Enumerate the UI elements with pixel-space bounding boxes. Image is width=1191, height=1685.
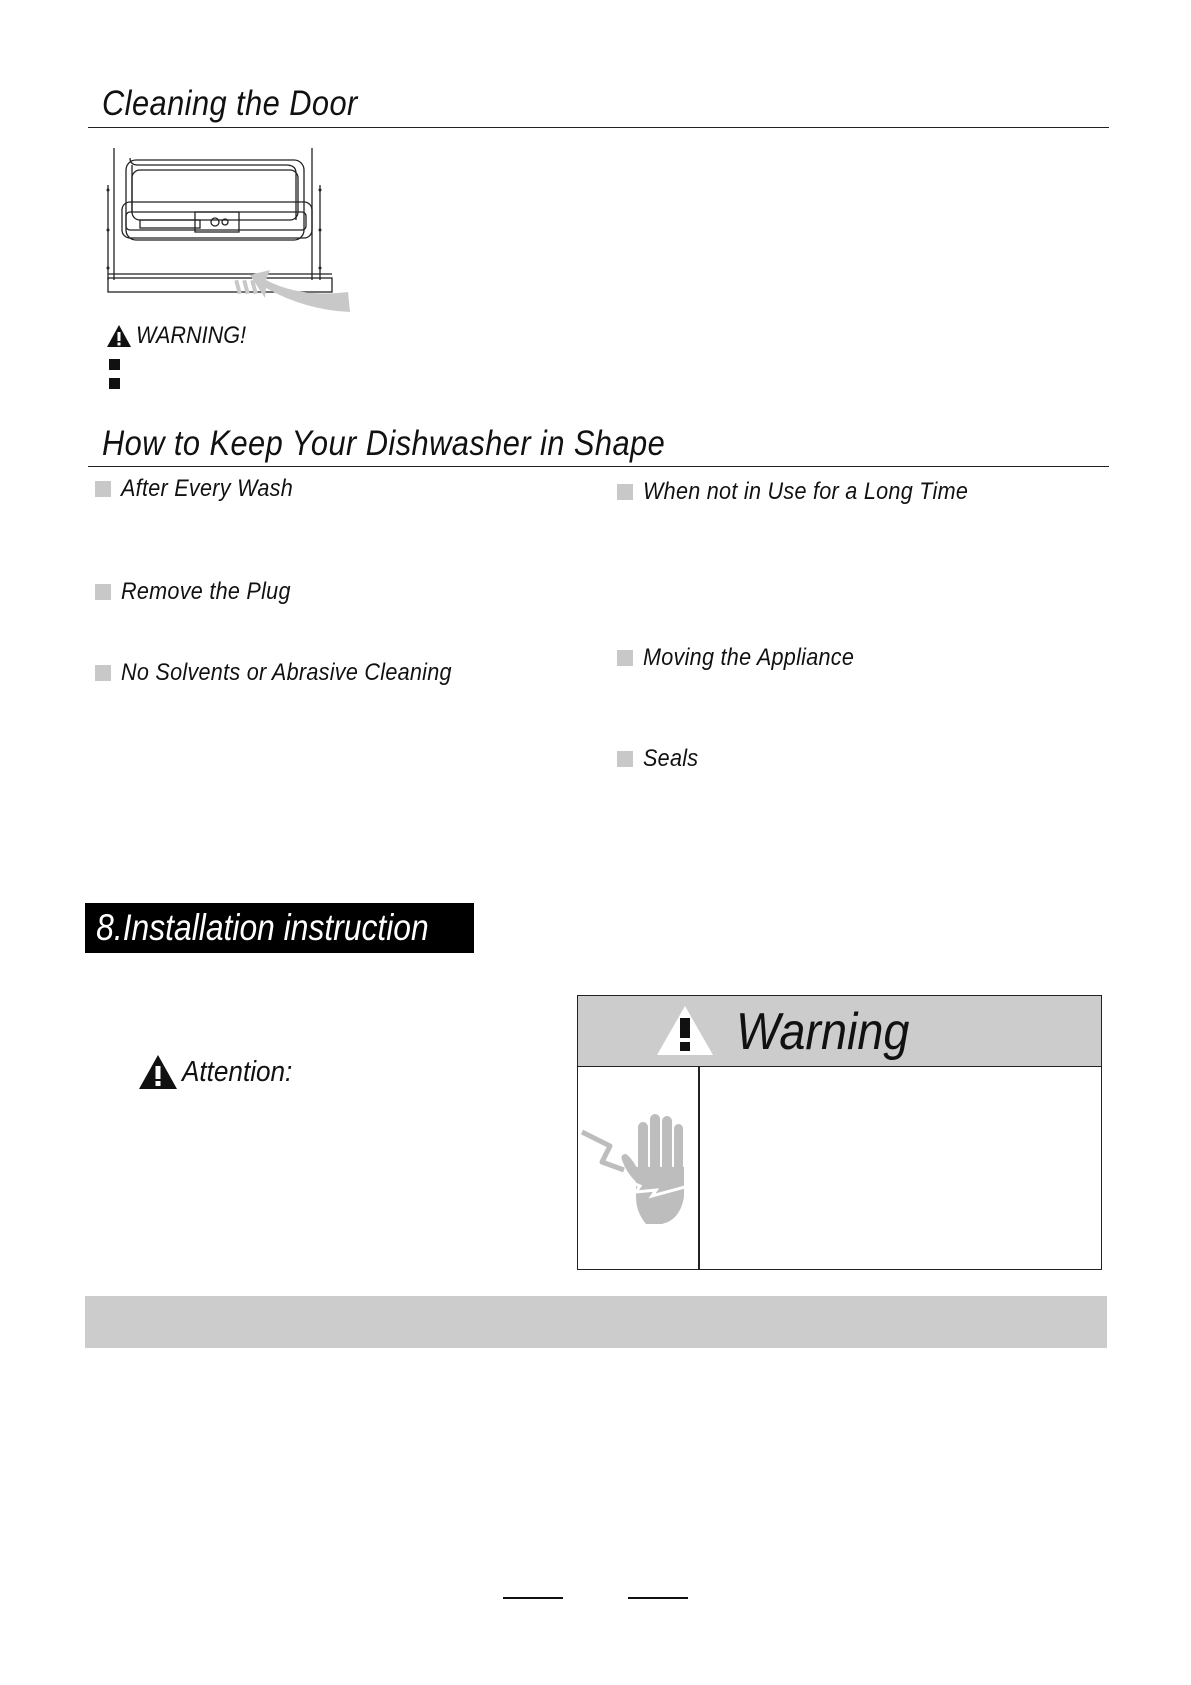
grey-bullet xyxy=(95,481,111,497)
warning-label: WARNING! xyxy=(136,322,247,349)
warning-box-body xyxy=(578,1067,1101,1270)
warning-box-header xyxy=(578,996,1101,1067)
black-bullet xyxy=(109,359,120,370)
warning-box xyxy=(577,995,1102,1270)
warning-box-divider xyxy=(698,1067,700,1270)
grey-bullet xyxy=(617,650,633,666)
subhead-after-every-wash: After Every Wash xyxy=(95,475,312,503)
cleaning-door-warning xyxy=(106,322,258,350)
installation-title: 8.Installation instruction xyxy=(96,907,429,948)
footer-line-left xyxy=(503,1597,563,1599)
subhead-no-solvents: No Solvents or Abrasive Cleaning xyxy=(95,659,489,687)
dishwasher-door-illustration xyxy=(100,140,360,320)
subhead-moving-appliance: Moving the Appliance xyxy=(617,644,878,672)
attention-label: Attention: xyxy=(182,1055,293,1088)
grey-bullet xyxy=(617,751,633,767)
grey-bullet xyxy=(95,665,111,681)
black-bullet xyxy=(109,378,120,389)
installation-title-bar xyxy=(85,903,474,953)
subhead-remove-plug: Remove the Plug xyxy=(95,578,310,606)
warning-triangle-icon xyxy=(656,1004,714,1056)
subhead-not-in-use: When not in Use for a Long Time xyxy=(617,478,1004,506)
grey-bullet xyxy=(95,584,111,600)
warning-triangle-icon xyxy=(138,1054,178,1090)
grey-band xyxy=(85,1296,1107,1348)
electric-shock-hand-icon xyxy=(580,1112,696,1227)
cleaning-door-rule xyxy=(88,127,1109,128)
cleaning-door-title: Cleaning the Door xyxy=(102,84,358,123)
attention-label-group xyxy=(138,1054,305,1090)
warning-triangle-icon xyxy=(106,324,132,348)
subhead-seals: Seals xyxy=(617,745,705,773)
keep-shape-title: How to Keep Your Dishwasher in Shape xyxy=(102,424,666,463)
grey-bullet xyxy=(617,484,633,500)
warning-box-title: Warning xyxy=(736,1003,910,1061)
footer-line-right xyxy=(628,1597,688,1599)
keep-shape-rule xyxy=(88,466,1109,467)
